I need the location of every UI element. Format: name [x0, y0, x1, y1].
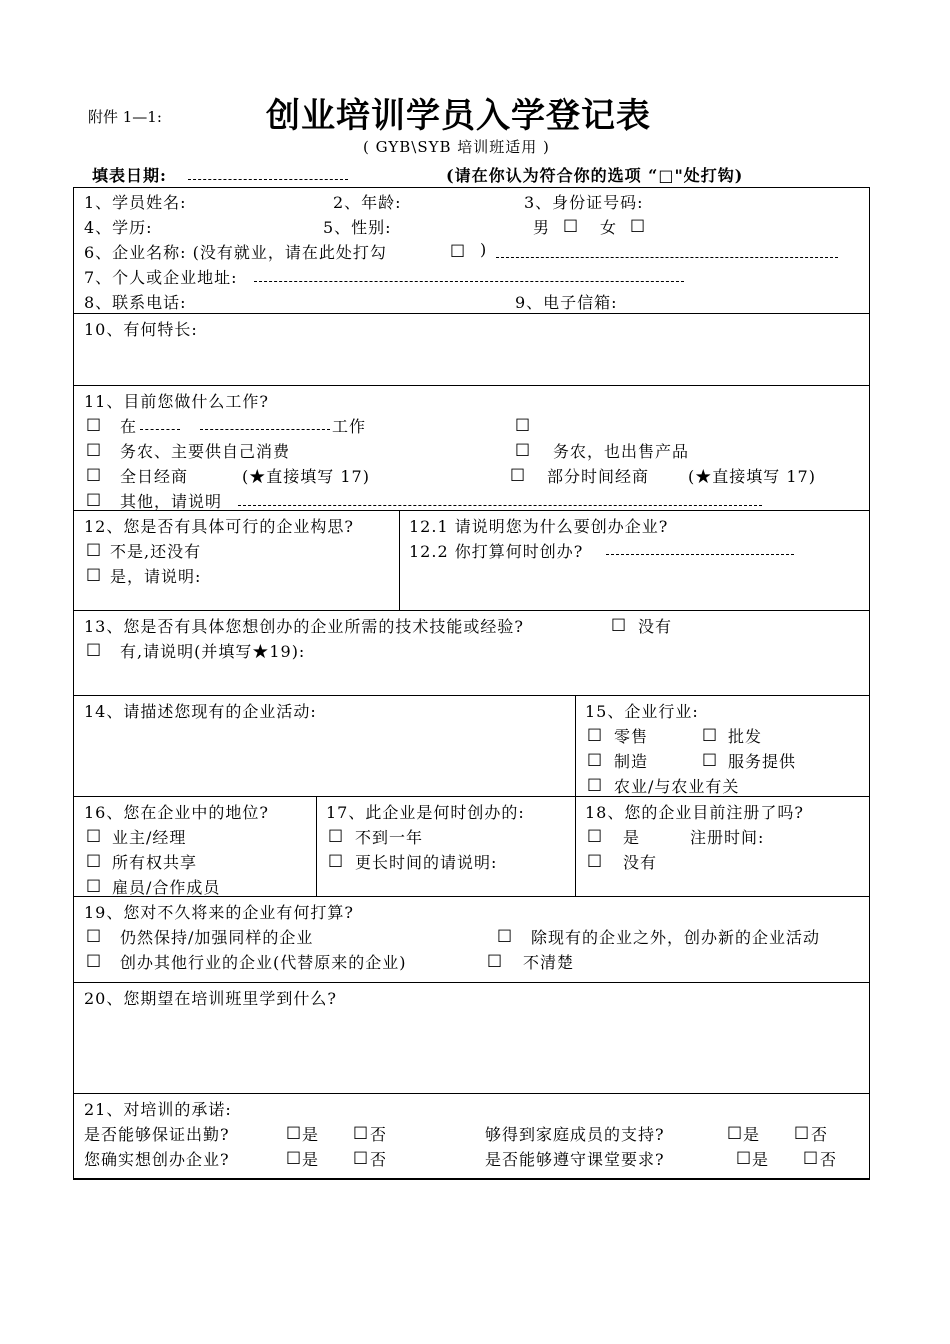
- other-work-field[interactable]: [238, 505, 762, 506]
- company-name-close: ): [480, 240, 488, 259]
- gender-male-checkbox[interactable]: □: [563, 215, 579, 234]
- attendance-no-checkbox[interactable]: □: [353, 1122, 369, 1141]
- employee-checkbox[interactable]: □: [86, 875, 102, 894]
- wholesale-checkbox[interactable]: □: [702, 724, 718, 743]
- skills-none-label: 没有: [638, 617, 673, 636]
- class-rules-no-label: 否: [820, 1150, 838, 1169]
- why-start-label: 12.1 请说明您为什么要创办企业?: [409, 517, 669, 536]
- start-business-no-checkbox[interactable]: □: [353, 1147, 369, 1166]
- farm-self-checkbox[interactable]: □: [86, 439, 102, 458]
- skills-yes-checkbox[interactable]: □: [86, 639, 102, 658]
- page-subtitle: ( GYB\SYB 培训班适用 ): [363, 138, 550, 156]
- fulltime-business-checkbox[interactable]: □: [86, 464, 102, 483]
- class-rules-yes-label: 是: [752, 1150, 770, 1169]
- keep-business-label: 仍然保持/加强同样的企业: [120, 928, 314, 947]
- idea-yes-checkbox[interactable]: □: [86, 564, 102, 583]
- family-support-yes-label: 是: [743, 1125, 761, 1144]
- shared-ownership-label: 所有权共享: [112, 853, 198, 872]
- founded-when-label: 17、此企业是何时创办的:: [326, 803, 525, 822]
- class-rules-no-checkbox[interactable]: □: [803, 1147, 819, 1166]
- attendance-yes-label: 是: [302, 1125, 320, 1144]
- unsure-checkbox[interactable]: □: [487, 950, 503, 969]
- work-at-label: 在: [120, 417, 138, 436]
- class-rules-yes-checkbox[interactable]: □: [736, 1147, 752, 1166]
- registration-time-label: 注册时间:: [690, 828, 765, 847]
- retail-checkbox[interactable]: □: [587, 724, 603, 743]
- annex-label: 附件 1—1:: [88, 108, 162, 126]
- age-label: 2、年龄:: [333, 193, 402, 212]
- idea-no-label: 不是,还没有: [110, 542, 202, 561]
- registered-yes-checkbox[interactable]: □: [587, 825, 603, 844]
- specialty-label: 10、有何特长:: [84, 320, 198, 339]
- less-than-year-label: 不到一年: [355, 828, 424, 847]
- owner-checkbox[interactable]: □: [86, 825, 102, 844]
- current-activity-label: 14、请描述您现有的企业活动:: [84, 702, 317, 721]
- parttime-business-checkbox[interactable]: □: [510, 464, 526, 483]
- education-label: 4、学历:: [84, 218, 153, 237]
- service-checkbox[interactable]: □: [702, 749, 718, 768]
- unsure-label: 不清楚: [523, 953, 575, 972]
- company-name-label: 6、企业名称: (没有就业，请在此处打勾: [84, 243, 387, 262]
- gender-male-label: 男: [533, 218, 551, 237]
- farm-sell-checkbox[interactable]: □: [515, 439, 531, 458]
- farm-sell-label: 务农，也出售产品: [553, 442, 690, 461]
- start-business-question: 您确实想创办企业?: [84, 1150, 230, 1169]
- fill-date-field[interactable]: [188, 179, 348, 180]
- start-business-no-label: 否: [370, 1150, 388, 1169]
- work-at-field-a[interactable]: [140, 429, 180, 430]
- current-work-label: 11、目前您做什么工作?: [84, 392, 269, 411]
- industry-label: 15、企业行业:: [585, 702, 699, 721]
- employee-label: 雇员/合作成员: [112, 878, 221, 897]
- parttime-business-note: (★直接填写 17): [688, 467, 816, 486]
- gender-female-checkbox[interactable]: □: [630, 215, 646, 234]
- new-activity-checkbox[interactable]: □: [497, 925, 513, 944]
- longer-time-checkbox[interactable]: □: [328, 850, 344, 869]
- attendance-no-label: 否: [370, 1125, 388, 1144]
- registered-yes-label: 是: [623, 828, 641, 847]
- registered-no-checkbox[interactable]: □: [587, 850, 603, 869]
- wholesale-label: 批发: [728, 727, 763, 746]
- commitment-label: 21、对培训的承诺:: [84, 1100, 232, 1119]
- start-business-yes-label: 是: [302, 1150, 320, 1169]
- service-label: 服务提供: [728, 752, 797, 771]
- longer-time-label: 更长时间的请说明:: [355, 853, 498, 872]
- family-support-no-checkbox[interactable]: □: [794, 1122, 810, 1141]
- manufacture-label: 制造: [614, 752, 649, 771]
- attendance-question: 是否能够保证出勤?: [84, 1125, 230, 1144]
- other-industry-label: 创办其他行业的企业(代替原来的企业): [120, 953, 407, 972]
- registered-label: 18、您的企业目前注册了吗?: [585, 803, 804, 822]
- parttime-business-label: 部分时间经商: [547, 467, 650, 486]
- class-rules-question: 是否能够遵守课堂要求?: [485, 1150, 665, 1169]
- gender-label: 5、性别:: [323, 218, 392, 237]
- other-industry-checkbox[interactable]: □: [86, 950, 102, 969]
- idea-no-checkbox[interactable]: □: [86, 539, 102, 558]
- work-extra-checkbox[interactable]: □: [515, 414, 531, 433]
- agriculture-checkbox[interactable]: □: [587, 774, 603, 793]
- skills-yes-label: 有,请说明(并填写★19):: [120, 642, 306, 661]
- work-at-field-b[interactable]: [200, 429, 330, 430]
- skills-none-checkbox[interactable]: □: [611, 614, 627, 633]
- family-support-yes-checkbox[interactable]: □: [727, 1122, 743, 1141]
- when-start-field[interactable]: [606, 554, 794, 555]
- idea-yes-label: 是，请说明:: [110, 567, 202, 586]
- shared-ownership-checkbox[interactable]: □: [86, 850, 102, 869]
- address-field[interactable]: [254, 281, 684, 282]
- phone-label: 8、联系电话:: [84, 293, 187, 312]
- owner-label: 业主/经理: [112, 828, 187, 847]
- email-label: 9、电子信箱:: [515, 293, 618, 312]
- business-idea-label: 12、您是否有具体可行的企业构思?: [84, 517, 354, 536]
- id-number-label: 3、身份证号码:: [524, 193, 644, 212]
- other-work-checkbox[interactable]: □: [86, 489, 102, 508]
- address-label: 7、个人或企业地址:: [84, 268, 238, 287]
- position-label: 16、您在企业中的地位?: [84, 803, 269, 822]
- skills-label: 13、您是否有具体您想创办的企业所需的技术技能或经验?: [84, 617, 524, 636]
- when-start-label: 12.2 你打算何时创办?: [409, 542, 584, 561]
- other-work-label: 其他，请说明: [120, 492, 223, 511]
- instruction-text: (请在你认为符合你的选项 “□"处打钩): [446, 166, 744, 185]
- farm-self-label: 务农、主要供自己消费: [120, 442, 291, 461]
- less-than-year-checkbox[interactable]: □: [328, 825, 344, 844]
- fill-date-label: 填表日期:: [92, 166, 167, 185]
- fulltime-business-label: 全日经商: [120, 467, 189, 486]
- no-employment-checkbox[interactable]: □: [450, 240, 466, 259]
- company-name-field[interactable]: [496, 257, 838, 258]
- fulltime-business-note: (★直接填写 17): [242, 467, 370, 486]
- keep-business-checkbox[interactable]: □: [86, 925, 102, 944]
- name-label: 1、学员姓名:: [84, 193, 187, 212]
- learning-expectation-label: 20、您期望在培训班里学到什么?: [84, 989, 337, 1008]
- family-support-no-label: 否: [811, 1125, 829, 1144]
- work-at-checkbox[interactable]: □: [86, 414, 102, 433]
- start-business-yes-checkbox[interactable]: □: [286, 1147, 302, 1166]
- manufacture-checkbox[interactable]: □: [587, 749, 603, 768]
- family-support-question: 够得到家庭成员的支持?: [485, 1125, 665, 1144]
- new-activity-label: 除现有的企业之外，创办新的企业活动: [531, 928, 821, 947]
- retail-label: 零售: [614, 727, 649, 746]
- work-suffix-label: 工作: [332, 417, 367, 436]
- attendance-yes-checkbox[interactable]: □: [286, 1122, 302, 1141]
- future-plan-label: 19、您对不久将来的企业有何打算?: [84, 903, 354, 922]
- page-title: 创业培训学员入学登记表: [266, 96, 651, 136]
- agriculture-label: 农业/与农业有关: [614, 777, 740, 796]
- gender-female-label: 女: [600, 218, 618, 237]
- registered-no-label: 没有: [623, 853, 658, 872]
